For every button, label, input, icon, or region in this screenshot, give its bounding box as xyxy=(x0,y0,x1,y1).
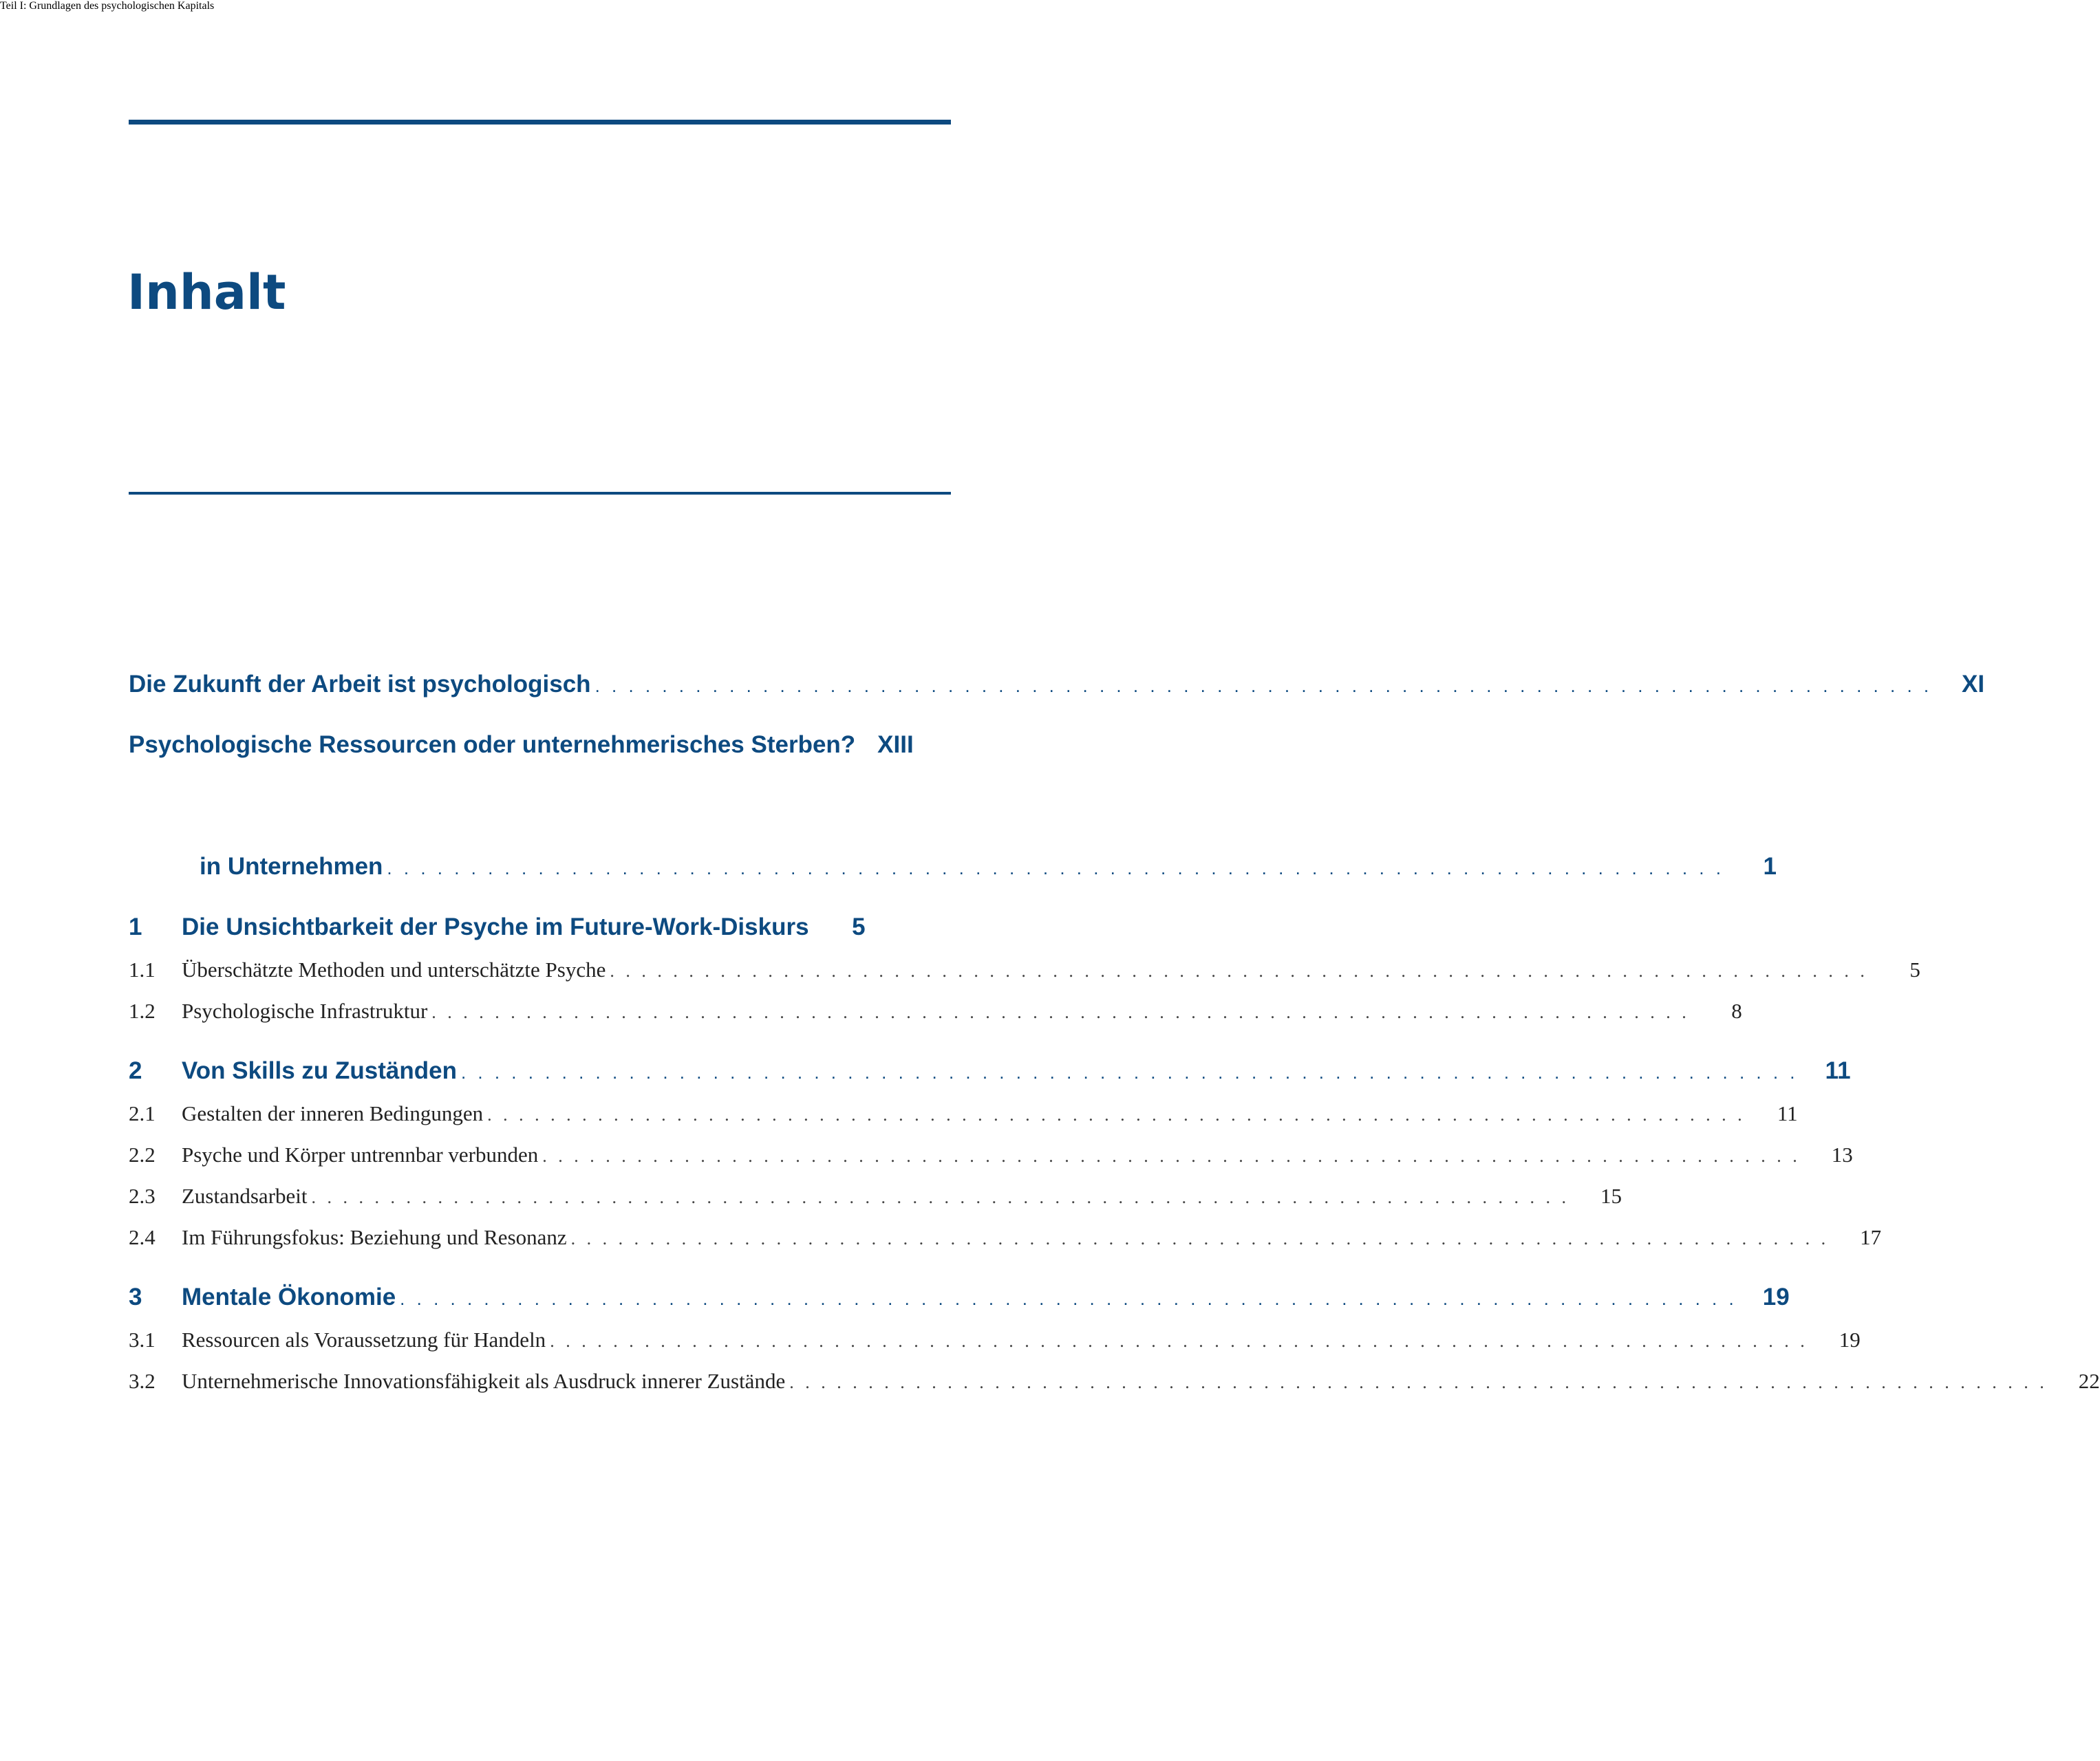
toc-entry-page: 13 xyxy=(1831,1143,1853,1167)
chapter-number: 1 xyxy=(129,914,142,940)
toc-part1-heading[interactable] xyxy=(0,0,994,12)
part-number: Teil I: xyxy=(0,0,27,12)
leader-dots: . . . . . . . . . . . . . . . . . . . . . . . . . . . . . . . . . . . . . . . . . . . . . . . . . . . . . . . . . . . . . . . . . . . . . . . . . . . . . . . . xyxy=(550,1331,1808,1351)
toc-entry-label: Mentale Ökonomie xyxy=(182,1284,396,1310)
toc-entry-page: 8 xyxy=(1731,999,1742,1023)
leader-dots: . . . . . . . . . . . . . . . . . . . . . . . . . . . . . . . . . . . . . . . . . . . . . . . . . . . . . . . . . . . . . . . . . . . . . . . . . . . . . . . . xyxy=(789,1372,2048,1392)
toc-entry-label: Unternehmerische Innovationsfähigkeit als Ausdruck innerer Zustände xyxy=(182,1369,786,1393)
toc-entry-label: Psychologische Infrastruktur xyxy=(182,999,428,1023)
toc-entry-s1-1[interactable] xyxy=(129,958,1920,985)
toc-entry-page: 1 xyxy=(1763,853,1777,880)
section-number: 2.2 xyxy=(129,1143,156,1167)
leader-dots: . . . . . . . . . . . . . . . . . . . . . . . . . . . . . . . . . . . . . . . . . . . . . . . . . . . . . . . . . . . . . . . . . . . . . . . . . . . . . . . . xyxy=(487,1105,1746,1125)
toc-entry-s2-3[interactable] xyxy=(129,1184,1622,1211)
toc-entry-label: Überschätzte Methoden und unterschätzte Psyche xyxy=(182,958,606,982)
toc-entry-label: Im Führungsfokus: Beziehung und Resonanz xyxy=(182,1225,567,1249)
toc-entry-page: 5 xyxy=(852,914,866,940)
toc-entry-label: Die Unsichtbarkeit der Psyche im Future-Work-Diskurs xyxy=(182,914,809,940)
title-rule xyxy=(129,492,951,495)
chapter-number: 2 xyxy=(129,1057,142,1084)
toc-entry-label: Psychologische Ressourcen oder unternehmerisches Sterben? xyxy=(129,731,856,758)
toc-entry-page: 15 xyxy=(1600,1184,1622,1208)
toc-entry-page: 22 xyxy=(2078,1369,2100,1393)
toc-entry-page: 19 xyxy=(1762,1284,1790,1310)
leader-dots: . . . . . . . . . . . . . . . . . . . . . . . . . . . . . . . . . . . . . . . . . . . . . . . . . . . . . . . . . . . . . . . . . . . . . . . . . . . . . . . . xyxy=(542,1146,1801,1166)
section-number: 2.3 xyxy=(129,1184,156,1208)
toc-entry-page: 17 xyxy=(1860,1225,1882,1249)
leader-dots: . . . . . . . . . . . . . . . . . . . . . . . . . . . . . . . . . . . . . . . . . . . . . . . . . . . . . . . . . . . . . . . . . . . . . . . . . . . . . . . . xyxy=(610,961,1868,981)
toc-entry-label: Psyche und Körper untrennbar verbunden xyxy=(182,1143,539,1167)
part-title-line2: in Unternehmen xyxy=(200,853,383,880)
toc-entry-intro2[interactable] xyxy=(129,731,914,761)
toc-entry-s3-1[interactable] xyxy=(129,1328,1861,1355)
toc-entry-label: Von Skills zu Zuständen xyxy=(182,1057,457,1084)
toc-entry-s3-2[interactable] xyxy=(129,1369,2100,1396)
section-number: 1.2 xyxy=(129,999,156,1023)
toc-entry-page: 11 xyxy=(1777,1101,1798,1125)
section-number: 3.2 xyxy=(129,1369,156,1393)
toc-entry-page: 11 xyxy=(1825,1057,1851,1084)
toc-entry-s1-2[interactable] xyxy=(129,999,1742,1026)
leader-dots: . . . . . . . . . . . . . . . . . . . . . . . . . . . . . . . . . . . . . . . . . . . . . . . . . . . . . . . . . . . . . . . . . . . . . . . . . . . . . . . . xyxy=(570,1229,1830,1249)
toc-entry-page: 5 xyxy=(1909,958,1920,982)
chapter-number: 3 xyxy=(129,1284,142,1310)
toc-entry-ch2[interactable] xyxy=(129,1057,1851,1088)
leader-dots: . . . . . . . . . . . . . . . . . . . . . . . . . . . . . . . . . . . . . . . . . . . . . . . . . . . . . . . . . . . . . . . . . . . . . . . . . . . . . . . . xyxy=(431,1002,1690,1022)
toc-entry-label: Die Zukunft der Arbeit ist psychologisch xyxy=(129,671,591,698)
toc-entry-label: Ressourcen als Voraussetzung für Handeln xyxy=(182,1328,546,1352)
page-title: Inhalt xyxy=(127,264,286,321)
leader-dots: . . . . . . . . . . . . . . . . . . . . . . . . . . . . . . . . . . . . . . . . . . . . . . . . . . . . . . . . . . . . . . . . . . . . . . . . . . . . . . . . xyxy=(460,1062,1799,1083)
toc-entry-label: Gestalten der inneren Bedingungen xyxy=(182,1101,484,1125)
toc-entry-s2-1[interactable] xyxy=(129,1101,1798,1129)
section-number: 1.1 xyxy=(129,958,156,982)
toc-entry-s2-4[interactable] xyxy=(129,1225,1882,1253)
section-number: 3.1 xyxy=(129,1328,156,1352)
toc-entry-page: XI xyxy=(1962,671,1985,698)
leader-dots: . . . . . . . . . . . . . . . . . . . . . . . . . . . . . . . . . . . . . . . . . . . . . . . . . . . . . . . . . . . . . . . . . . . . . . . . . . . . . . . . xyxy=(400,1288,1737,1309)
toc-entry-s2-2[interactable] xyxy=(129,1143,1853,1170)
part-title-line1: Grundlagen des psychologischen Kapitals xyxy=(29,0,215,12)
toc-entry-page: XIII xyxy=(877,731,914,758)
toc-entry-part1[interactable] xyxy=(129,853,1777,883)
toc-entry-ch1[interactable] xyxy=(129,914,864,944)
leader-dots: . . . . . . . . . . . . . . . . . . . . . . . . . . . . . . . . . . . . . . . . . . . . . . . . . . . . . . . . . . . . . . . . . . . . . . . . . . . . . . . . xyxy=(387,858,1724,878)
leader-dots: . . . . . . . . . . . . . . . . . . . . . . . . . . . . . . . . . . . . . . . . . . . . . . . . . . . . . . . . . . . . . . . . . . . . . . . . . . . . . . . . xyxy=(594,676,1933,696)
section-number: 2.4 xyxy=(129,1225,156,1249)
top-rule xyxy=(129,120,951,125)
leader-dots: . . . . . . . . . . . . . . . . . . . . . . . . . . . . . . . . . . . . . . . . . . . . . . . . . . . . . . . . . . . . . . . . . . . . . . . . . . . . . . . . xyxy=(311,1187,1570,1207)
toc-entry-label: Zustandsarbeit xyxy=(182,1184,308,1208)
toc-entry-page: 19 xyxy=(1839,1328,1861,1352)
section-number: 2.1 xyxy=(129,1101,156,1125)
toc-entry-ch3[interactable] xyxy=(129,1284,1790,1314)
toc-entry-intro1[interactable] xyxy=(129,671,1985,701)
